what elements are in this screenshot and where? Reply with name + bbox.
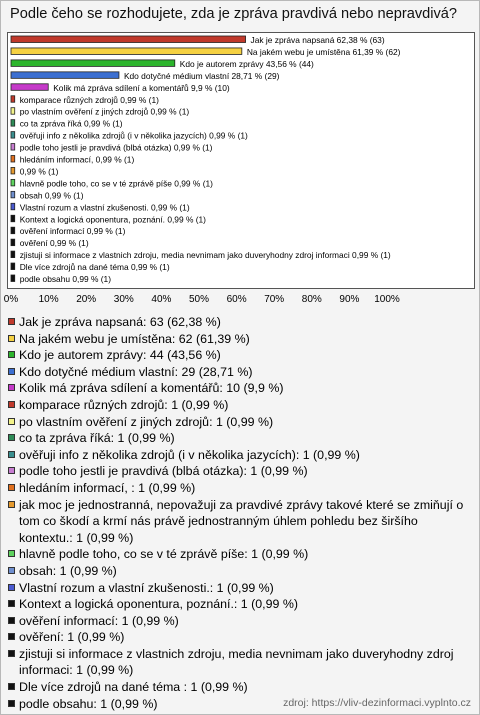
- legend-label: zjistuji si informace z vlastnich zdroju, media nevnimam jako duveryhodny zdroj informaci: 1 (0,99 %): [19, 646, 454, 678]
- legend-swatch: [8, 434, 15, 441]
- legend-item: [8, 380, 474, 397]
- x-tick-label: 100%: [374, 294, 400, 305]
- legend-item: [8, 480, 474, 497]
- legend-swatch: [8, 700, 15, 707]
- bar-chart: [3, 32, 473, 332]
- legend-item: [8, 463, 474, 480]
- legend-item: [8, 563, 474, 580]
- legend-item: [8, 364, 474, 381]
- legend-swatch: [8, 351, 15, 358]
- legend-label: Kolik má zpráva sdílení a komentářů: 10 (9,9 %): [19, 381, 284, 396]
- bar: [11, 156, 15, 163]
- bar-label: Kdo je autorem zprávy 43,56 % (44): [179, 58, 314, 69]
- x-tick-label: 70%: [264, 294, 285, 305]
- legend-swatch: [8, 368, 15, 375]
- legend-swatch: [8, 484, 15, 491]
- legend-label: Vlastní rozum a vlastní zkušenosti.: 1 (0,99 %): [19, 580, 274, 595]
- bar: [11, 36, 246, 43]
- bar: [11, 72, 119, 79]
- legend-label: podle obsahu: 1 (0,99 %): [19, 696, 158, 711]
- bar: [11, 239, 15, 246]
- bar-label: ověření informací 0,99 % (1): [19, 226, 126, 237]
- bar: [11, 120, 15, 127]
- legend-label: Na jakém webu je umístěna: 62 (61,39 %): [19, 331, 250, 346]
- legend-swatch: [8, 501, 15, 508]
- bar-label: Dle více zdrojů na dané téma 0,99 % (1): [19, 262, 170, 273]
- bar-label: podle toho jestli je pravdivá (blbá otázka) 0,99 % (1): [19, 142, 213, 153]
- legend-swatch: [8, 600, 15, 607]
- legend: [8, 314, 474, 712]
- bar: [11, 144, 15, 151]
- legend-label: Kontext a logická oponentura, poznání.: 1 (0,99 %): [19, 597, 298, 612]
- bar-label: Jak je zpráva napsaná 62,38 % (63): [250, 35, 385, 45]
- x-tick-label: 30%: [113, 294, 134, 305]
- chart-title: Podle čeho se rozhodujete, zda je zpráva pravdivá nebo nepravdivá?: [10, 6, 458, 22]
- x-tick-label: 20%: [76, 294, 97, 305]
- legend-item: [8, 414, 474, 431]
- legend-label: jak moc je jednostranná, nepovažuji za pravdivé zprávy takové které se zmiňují o tom co škodí a krmí nás právě jednostranným úhlem pohledu bez širšího kontextu.: 1 (0,99 %): [19, 497, 464, 545]
- x-tick-label: 90%: [339, 294, 360, 305]
- legend-swatch: [8, 584, 15, 591]
- legend-item: [8, 314, 474, 331]
- source-link[interactable]: zdroj: https://vliv-dezinformaci.vyplnto.cz: [283, 697, 471, 709]
- legend-item: [8, 580, 474, 597]
- legend-label: obsah: 1 (0,99 %): [19, 563, 117, 578]
- legend-label: podle toho jestli je pravdivá (blbá otázka): 1 (0,99 %): [19, 464, 308, 479]
- legend-swatch: [8, 418, 15, 425]
- legend-swatch: [8, 384, 15, 391]
- bar-label: Kdo dotyčné médium vlastní 28,71 % (29): [123, 70, 280, 81]
- legend-swatch: [8, 650, 15, 657]
- bar: [11, 84, 48, 91]
- bar: [11, 108, 15, 115]
- bar: [11, 203, 15, 210]
- legend-swatch: [8, 401, 15, 408]
- x-tick-label: 10%: [38, 294, 59, 305]
- legend-swatch: [8, 451, 15, 458]
- legend-label: ověření informací: 1 (0,99 %): [19, 613, 179, 628]
- legend-item: [8, 430, 474, 447]
- legend-swatch: [8, 550, 15, 557]
- bar-label: ověřuji info z několika zdrojů (i v několika jazycích) 0,99 % (1): [19, 130, 248, 141]
- bar-label: po vlastním ověření z jiných zdrojů 0,99 % (1): [19, 106, 190, 117]
- bar-label: obsah 0,99 % (1): [19, 190, 84, 201]
- legend-label: Kdo je autorem zprávy: 44 (43,56 %): [19, 348, 221, 363]
- bar: [11, 191, 15, 198]
- legend-label: ověřuji info z několika zdrojů (i v několika jazycích): 1 (0,99 %): [19, 447, 360, 462]
- legend-swatch: [8, 335, 15, 342]
- x-tick-label: 60%: [226, 294, 247, 305]
- legend-item: [8, 546, 474, 563]
- bar: [11, 96, 15, 103]
- legend-item: [8, 347, 474, 364]
- bar-label: Vlastní rozum a vlastní zkušenosti. 0,99 % (1): [19, 202, 190, 213]
- bar-label: zjistuji si informace z vlastnich zdroju, media nevnimam jako duveryhodny zdroj informaci 0,99 % (1): [19, 250, 391, 261]
- bar: [11, 132, 15, 139]
- legend-label: hledáním informací, : 1 (0,99 %): [19, 480, 196, 495]
- bar-label: hledáním informací, 0,99 % (1): [19, 154, 135, 165]
- bar: [11, 215, 15, 222]
- bar-label: hlavně podle toho, co se v té zprávě píše 0,99 % (1): [19, 178, 213, 189]
- legend-label: Kdo dotyčné médium vlastní: 29 (28,71 %): [19, 364, 253, 379]
- legend-item: [8, 679, 474, 696]
- legend-item: [8, 331, 474, 348]
- bar: [11, 275, 15, 282]
- legend-label: komparace různých zdrojů: 1 (0,99 %): [19, 397, 229, 412]
- legend-item: [8, 596, 474, 613]
- bar-label: Na jakém webu je umístěna 61,39 % (62): [246, 46, 401, 57]
- legend-item: [8, 497, 474, 547]
- bar-label: Kolik má zpráva sdílení a komentářů 9,9 % (10): [53, 82, 230, 93]
- x-tick-label: 80%: [301, 294, 322, 305]
- bar-label: podle obsahu 0,99 % (1): [19, 274, 111, 284]
- legend-item: [8, 447, 474, 464]
- bar: [11, 60, 175, 67]
- bar: [11, 263, 15, 270]
- legend-label: hlavně podle toho, co se v té zprávě píše: 1 (0,99 %): [19, 547, 309, 562]
- bar: [11, 179, 15, 186]
- bar: [11, 167, 15, 174]
- bar-label: co ta zpráva říká 0,99 % (1): [19, 118, 123, 129]
- legend-label: co ta zpráva říká: 1 (0,99 %): [19, 431, 175, 446]
- legend-label: po vlastním ověření z jiných zdrojů: 1 (0,99 %): [19, 414, 274, 429]
- legend-item: [8, 629, 474, 646]
- legend-label: Dle více zdrojů na dané téma : 1 (0,99 %): [19, 680, 248, 695]
- legend-swatch: [8, 567, 15, 574]
- legend-swatch: [8, 617, 15, 624]
- bar: [11, 48, 242, 55]
- legend-swatch: [8, 467, 15, 474]
- bar-label: ověření 0,99 % (1): [19, 238, 89, 249]
- legend-label: ověření: 1 (0,99 %): [19, 630, 125, 645]
- bar-label: Kontext a logická oponentura, poznání. 0,99 % (1): [19, 214, 206, 225]
- legend-item: [8, 613, 474, 630]
- bar-label: komparace různých zdrojů 0,99 % (1): [19, 94, 159, 105]
- legend-swatch: [8, 683, 15, 690]
- legend-swatch: [8, 633, 15, 640]
- x-tick-label: 50%: [188, 294, 210, 305]
- legend-swatch: [8, 318, 15, 325]
- x-tick-label: 40%: [151, 294, 172, 305]
- legend-item: [8, 397, 474, 414]
- legend-label: Jak je zpráva napsaná: 63 (62,38 %): [19, 315, 221, 329]
- bar: [11, 251, 15, 258]
- bar: [11, 227, 15, 234]
- x-tick-label: 0%: [3, 294, 19, 305]
- legend-item: [8, 646, 474, 679]
- bar-label: 0,99 % (1): [19, 166, 59, 177]
